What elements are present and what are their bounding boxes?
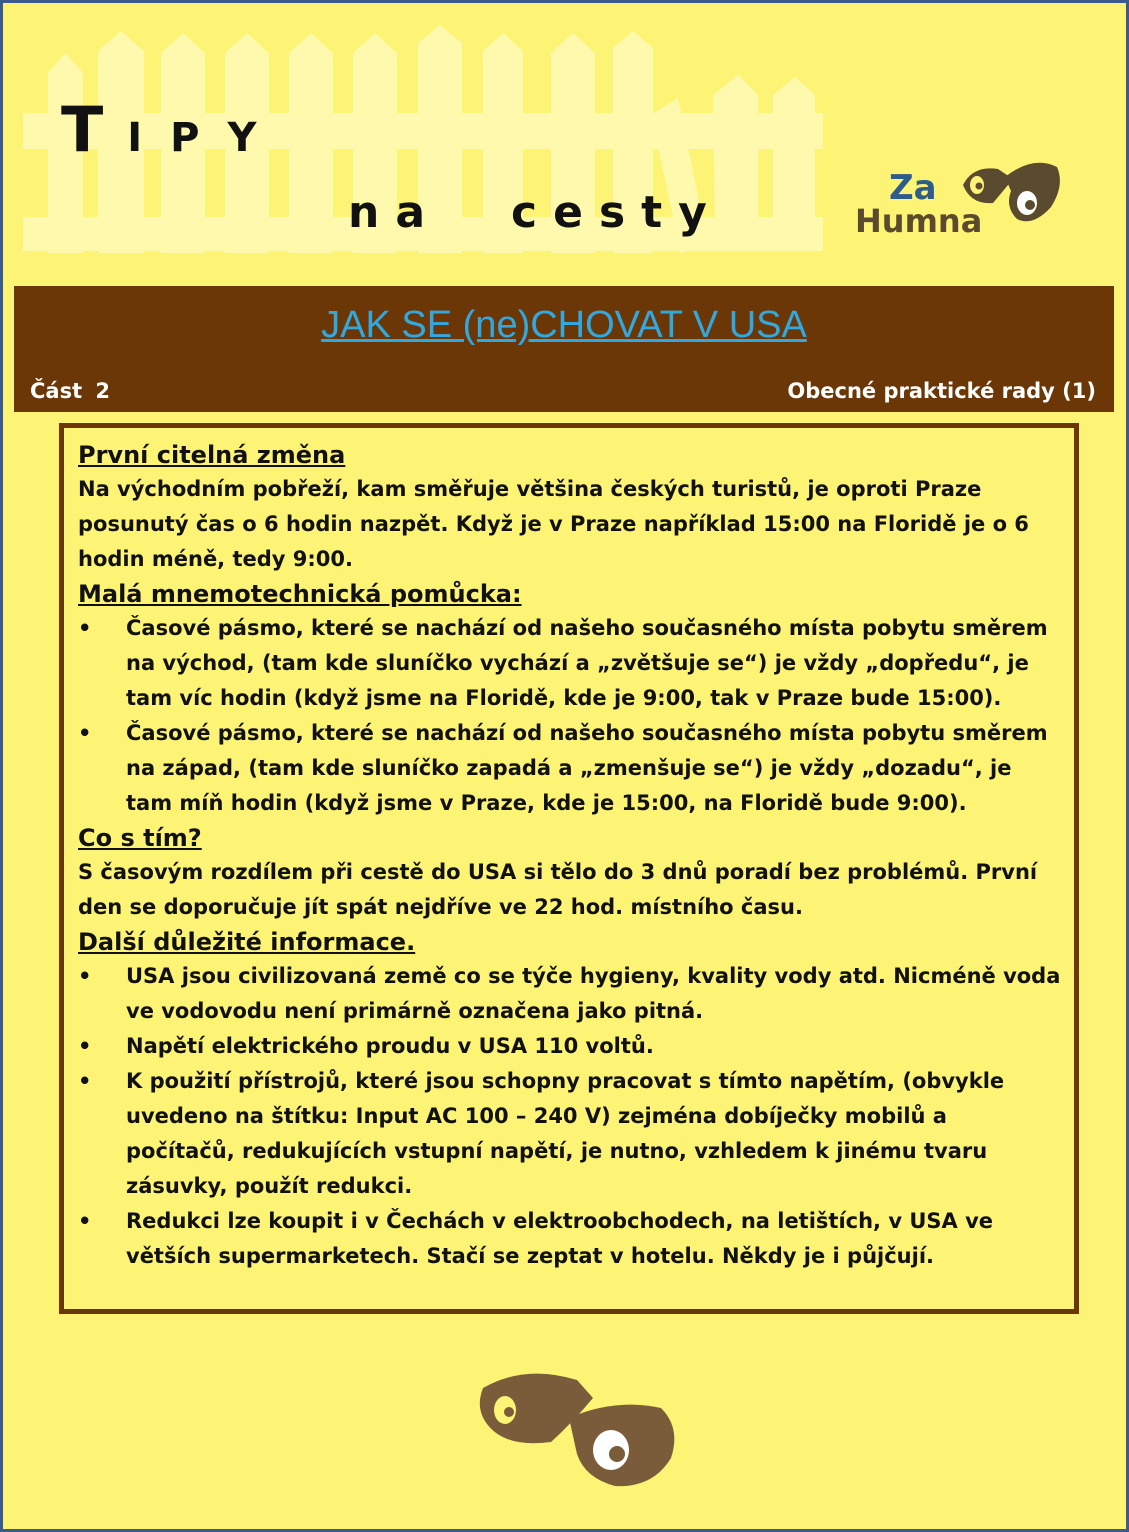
list-item-text: Časové pásmo, které se nachází od našeho současného místa pobytu směrem na východ, (tam kde sluníčko vychází a „zvětšuje se“) je vždy „dopředu“, je tam víc hodin (když jsme na Floridě, kde je 9:00, tak v Praze bude 15:00). bbox=[126, 616, 1048, 710]
logo-text-humna: Humna bbox=[855, 202, 983, 240]
banner-subtitle: Obecné praktické rady (1) bbox=[787, 379, 1096, 403]
page-title-line1 bbox=[61, 93, 285, 166]
section-paragraph: S časovým rozdílem při cestě do USA si tělo do 3 dnů poradí bez problémů. První den se doporučuje jít spát nejdříve ve 22 hod. místního času. bbox=[78, 860, 1038, 919]
page-title-line2 bbox=[348, 187, 723, 238]
bullet-glyph: • bbox=[78, 721, 92, 745]
title-banner bbox=[14, 286, 1114, 412]
title-first-letter: T bbox=[61, 93, 104, 166]
list-item bbox=[78, 1064, 1062, 1204]
list-item-text: K použití přístrojů, které jsou schopny pracovat s tímto napětím, (obvykle uvedeno na štítku: Input AC 100 – 240 V) zejména dobíječky mobilů a počítačů, redukujících vstupní napětí, je nutno, vzhledem k jinému tvaru zásuvky, použít redukci. bbox=[126, 1069, 1005, 1198]
list-item bbox=[78, 716, 1062, 821]
list-item-text: Časové pásmo, které se nachází od našeho současného místa pobytu směrem na západ, (tam kde sluníčko zapadá a „zmenšuje se“) je vždy „dozadu“, je tam míň hodin (když jsme v Praze, kde je 15:00, na Floridě bude 9:00). bbox=[126, 721, 1048, 815]
list-item-text: Redukci lze koupit i v Čechách v elektroobchodech, na letištích, v USA ve větších supermarketech. Stačí se zeptat v hotelu. Někdy je i půjčují. bbox=[126, 1209, 994, 1268]
content-box bbox=[59, 423, 1079, 1314]
list-item bbox=[78, 1204, 1062, 1274]
section-heading: Malá mnemotechnická pomůcka: bbox=[78, 580, 522, 608]
list-item bbox=[78, 959, 1062, 1029]
binoculars-icon bbox=[465, 1358, 685, 1498]
list-item-text: Napětí elektrického proudu v USA 110 voltů. bbox=[126, 1034, 654, 1058]
section-heading: Co s tím? bbox=[78, 824, 202, 852]
list-item-text: USA jsou civilizovaná země co se týče hygieny, kvality vody atd. Nicméně voda ve vodovodu není primárně označena jako pitná. bbox=[126, 964, 1061, 1023]
bullet-glyph: • bbox=[78, 1209, 92, 1233]
za-humna-logo bbox=[853, 153, 1073, 253]
title-word-na: na bbox=[348, 187, 442, 238]
bullet-glyph: • bbox=[78, 616, 92, 640]
logo-text-za: Za bbox=[889, 168, 937, 208]
bullet-glyph: • bbox=[78, 964, 92, 988]
article-title: JAK SE (ne)CHOVAT V USA bbox=[321, 304, 807, 346]
section-paragraph: Na východním pobřeží, kam směřuje většina českých turistů, je oproti Praze posunutý čas o 6 hodin nazpět. Když je v Praze například 15:00 na Floridě je o 6 hodin méně, tedy 9:00. bbox=[78, 477, 1029, 571]
list-item bbox=[78, 611, 1062, 716]
bullet-list bbox=[78, 959, 1062, 1274]
bullet-glyph: • bbox=[78, 1069, 92, 1093]
title-rest: IPY bbox=[127, 115, 285, 161]
section-heading: Další důležité informace. bbox=[78, 928, 416, 956]
bullet-list bbox=[78, 611, 1062, 821]
bullet-glyph: • bbox=[78, 1034, 92, 1058]
list-item bbox=[78, 1029, 1062, 1064]
part-label: Část 2 bbox=[30, 379, 111, 403]
section-heading: První citelná změna bbox=[78, 441, 346, 469]
title-word-cesty: cesty bbox=[511, 187, 723, 238]
